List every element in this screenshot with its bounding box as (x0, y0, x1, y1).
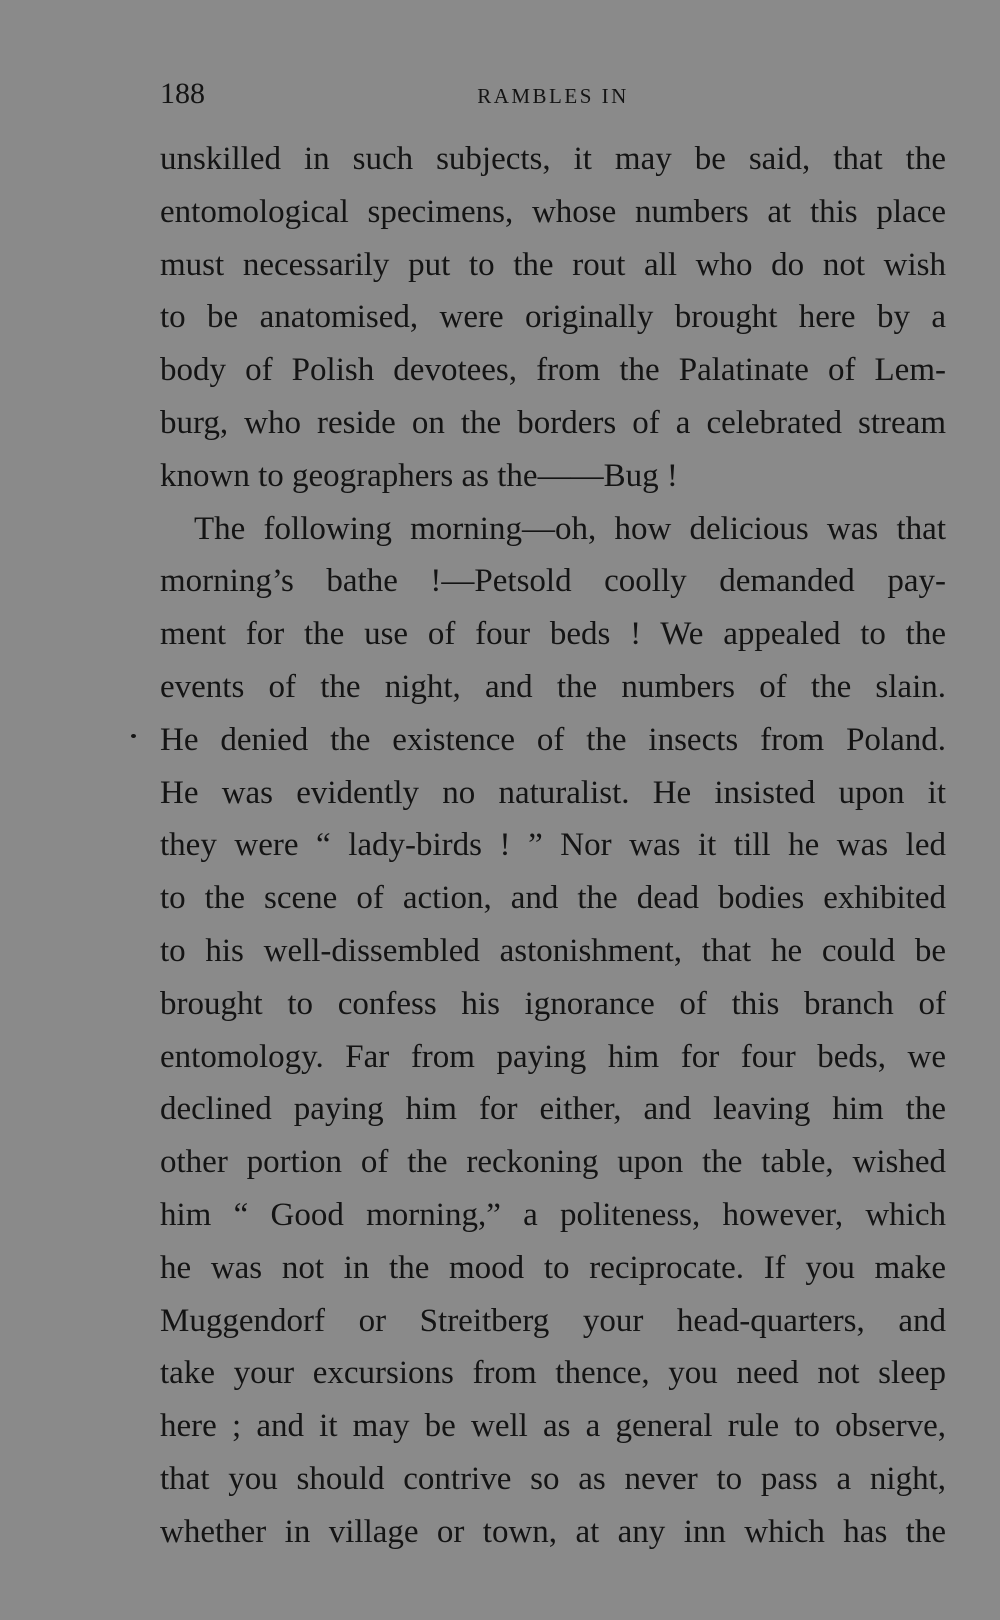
text-line: must necessarily put to the rout all who do not wish (160, 246, 946, 283)
text-line: known to geographers as the——Bug ! (160, 457, 678, 494)
text-line: him “ Good morning,” a politeness, however, which (160, 1196, 946, 1233)
text-line: to be anatomised, were originally brought here by a (160, 299, 946, 336)
text-line: He was evidently no naturalist. He insisted upon it (160, 774, 946, 811)
text-line: to his well-dissembled astonishment, that he could be (160, 932, 946, 969)
text-line: unskilled in such subjects, it may be said, that the (160, 141, 946, 177)
running-head: RAMBLES IN (477, 84, 629, 108)
text-line: morning’s bathe !—Petsold coolly demanded pay- (160, 563, 946, 600)
text-line: whether in village or town, at any inn which has the (160, 1513, 946, 1550)
page-header (160, 74, 946, 114)
text-line: take your excursions from thence, you need not sleep (160, 1355, 946, 1392)
text-line: he was not in the mood to reciprocate. If you make (160, 1249, 946, 1286)
body-text (160, 133, 946, 1559)
text-line: events of the night, and the numbers of the slain. (160, 668, 946, 705)
text-line: to the scene of action, and the dead bodies exhibited (160, 880, 946, 917)
text-line: body of Polish devotees, from the Palatinate of Lem- (160, 352, 946, 389)
text-line: entomology. Far from paying him for four beds, we (160, 1038, 946, 1075)
text-line: He denied the existence of the insects from Poland. (160, 721, 946, 758)
text-line: here ; and it may be well as a general rule to observe, (160, 1408, 946, 1445)
text-line: burg, who reside on the borders of a celebrated stream (160, 404, 946, 441)
text-line: ment for the use of four beds ! We appealed to the (160, 616, 946, 653)
margin-mark (131, 734, 136, 738)
text-line: brought to confess his ignorance of this branch of (160, 985, 946, 1022)
text-line: Muggendorf or Streitberg your head-quarters, and (160, 1302, 946, 1339)
page-number: 188 (160, 77, 205, 110)
text-line: declined paying him for either, and leaving him the (160, 1091, 946, 1128)
paragraph-first-line: The following morning—oh, how delicious was that (194, 510, 946, 547)
text-line: entomological specimens, whose numbers at this place (160, 193, 946, 230)
text-line: that you should contrive so as never to pass a night, (160, 1460, 946, 1497)
text-line: other portion of the reckoning upon the table, wished (160, 1144, 946, 1181)
text-line: they were “ lady-birds ! ” Nor was it till he was led (160, 827, 946, 864)
